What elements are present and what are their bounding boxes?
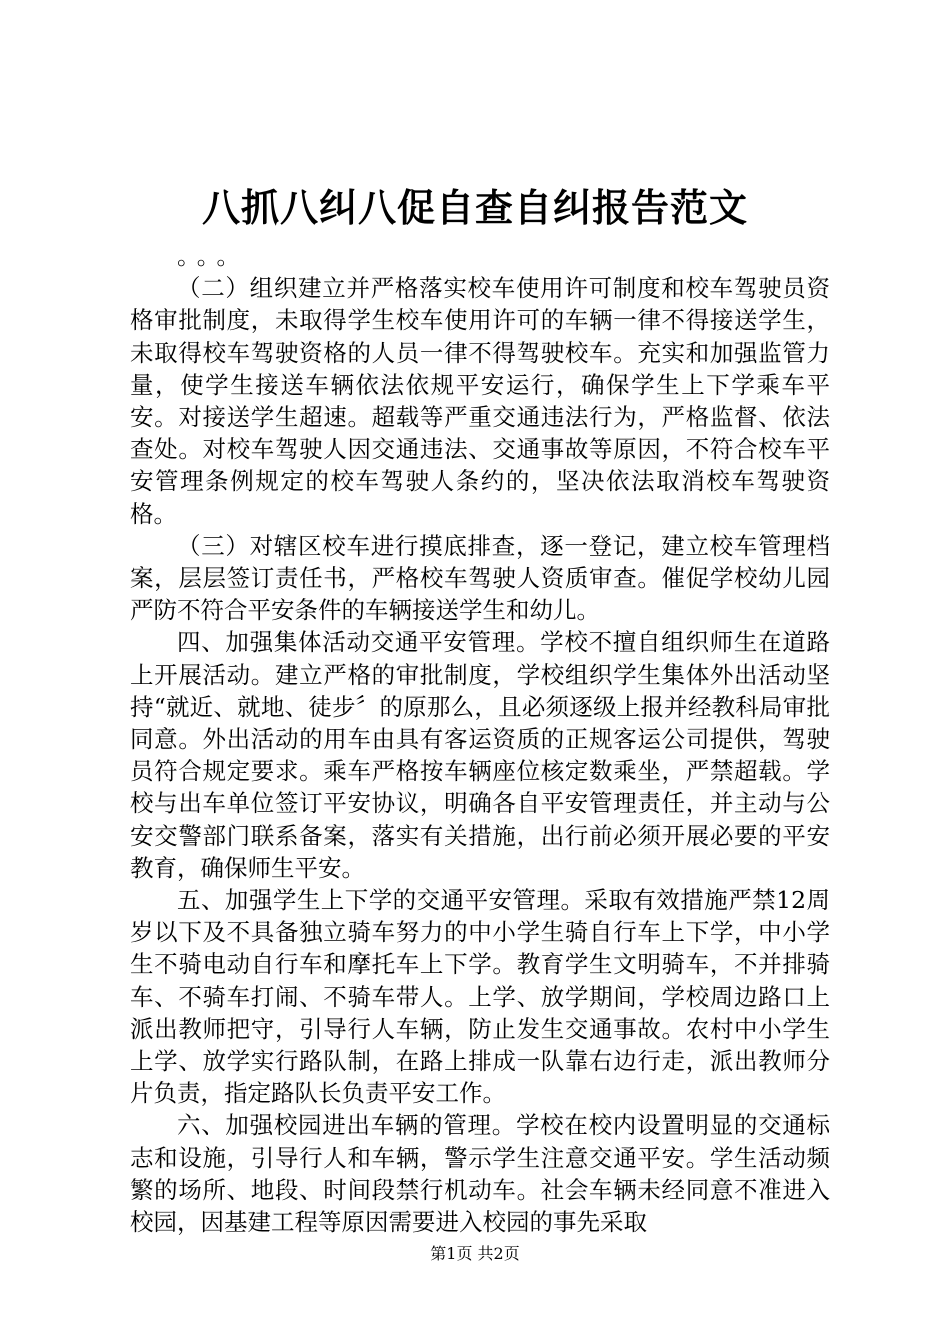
paragraph-6: 六、加强校园进出车辆的管理。学校在校内设置明显的交通标志和设施，引导行人和车辆，警示学生注意交通平安。学生活动频繁的场所、地段、时间段禁行机动车。社会车辆未经同意不准进入校园，因基建工程等原因需要进入校园的事先采取 [130,1111,830,1237]
ellipsis-line: 。。。 [177,242,248,270]
document-title: 八抓八纠八促自查自纠报告范文 [201,185,748,230]
paragraph-2: （二）组织建立并严格落实校车使用许可制度和校车驾驶员资格审批制度，未取得学生校车使用许可的车辆一律不得接送学生，未取得校车驾驶资格的人员一律不得驾驶校车。充实和加强监管力量，使学生接送车辆依法依规平安运行，确保学生上下学乘车平安。对接送学生超速。超载等严重交通违法行为，严格监督、依法查处。对校车驾驶人因交通违法、交通事故等原因，不符合校车平安管理条例规定的校车驾驶人条约的，坚决依法取消校车驾驶资格。 [130,274,830,528]
paragraph-5: 五、加强学生上下学的交通平安管理。采取有效措施严禁12周岁以下及不具备独立骑车努力的中小学生骑自行车上下学，中小学生不骑电动自行车和摩托车上下学。教育学生文明骑车，不并排骑车、不骑车打闹、不骑车带人。上学、放学期间，学校周边路口上派出教师把守，引导行人车辆，防止发生交通事故。农村中小学生上学、放学实行路队制，在路上排成一队靠右边行走，派出教师分片负责，指定路队长负责平安工作。 [130,886,830,1108]
page-number-footer: 第1页 共2页 [430,1244,520,1263]
paragraph-4: 四、加强集体活动交通平安管理。学校不擅自组织师生在道路上开展活动。建立严格的审批制度，学校组织学生集体外出活动坚持“就近、就地、徒步〞的原那么，且必须逐级上报并经教科局审批同意。外出活动的用车由具有客运资质的正规客运公司提供，驾驶员符合规定要求。乘车严格按车辆座位核定数乘坐，严禁超载。学校与出车单位签订平安协议，明确各自平安管理责任，并主动与公安交警部门联系备案，落实有关措施，出行前必须开展必要的平安教育，确保师生平安。 [130,628,830,882]
paragraph-3: （三）对辖区校车进行摸底排查，逐一登记，建立校车管理档案，层层签订责任书，严格校车驾驶人资质审查。催促学校幼儿园严防不符合平安条件的车辆接送学生和幼儿。 [130,531,830,625]
document-body [130,240,830,1238]
